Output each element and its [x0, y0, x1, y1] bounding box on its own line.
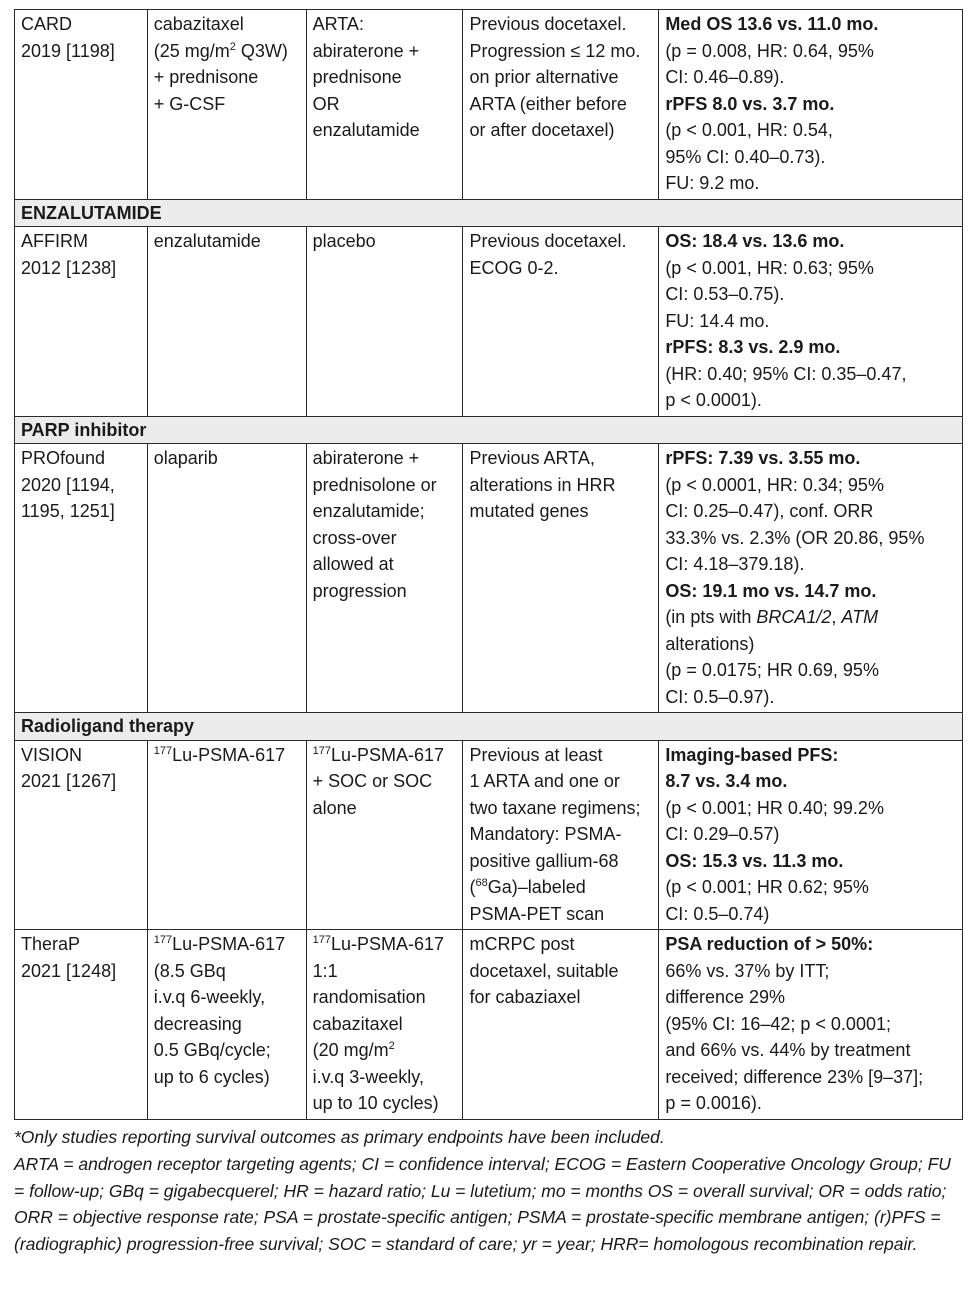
cell-line: FU: 14.4 mo.	[665, 310, 770, 331]
comparison-cell	[306, 10, 463, 200]
cell-line: (p < 0.001, HR: 0.54,	[665, 120, 833, 140]
cell-line: ARTA (either before	[469, 93, 627, 114]
study-cell	[15, 227, 148, 417]
cell-line: alone	[312, 797, 357, 818]
cell-line: Previous docetaxel.	[469, 231, 627, 251]
cell-line: i.v.q 3-weekly,	[312, 1066, 424, 1087]
cell-line: alterations)	[665, 633, 755, 654]
cell-line: + G-CSF	[153, 93, 226, 114]
trial-row	[15, 740, 963, 930]
cell-line: (20 $mg/m^2$	[312, 1040, 395, 1060]
cell-line: OS: 18.4 vs. 13.6 mo.	[665, 231, 845, 251]
cell-line: abiraterone +	[312, 448, 420, 468]
cell-line: difference 29%	[665, 987, 786, 1007]
section-header: ENZALUTAMIDE	[15, 199, 963, 227]
cell-line: mCRPC post	[469, 934, 575, 954]
intervention-cell	[147, 444, 306, 713]
cell-line: CI: 0.25–0.47), conf. ORR	[665, 501, 874, 521]
cell-line: abiraterone +	[312, 40, 420, 61]
cell-line: TheraP	[21, 934, 81, 954]
outcome-cell	[659, 444, 963, 713]
cell-line: ECOG 0-2.	[469, 257, 559, 278]
cell-line: + SOC or SOC	[312, 771, 433, 791]
cell-line: Previous at least	[469, 744, 603, 765]
study-cell	[15, 10, 148, 200]
cell-line: allowed at	[312, 554, 394, 574]
population-cell	[463, 740, 659, 930]
cell-line: cross-over	[312, 527, 397, 548]
cell-line: CI: 0.29–0.57)	[665, 824, 780, 844]
outcome-cell	[659, 740, 963, 930]
trials-table	[14, 9, 963, 1120]
study-cell	[15, 444, 148, 713]
cell-line: CARD	[21, 14, 73, 34]
cell-line: PSMA-PET scan	[469, 903, 605, 924]
cell-line: OS: 15.3 vs. 11.3 mo.	[665, 850, 844, 871]
italic-gene: ATM	[841, 607, 879, 627]
outcome-cell	[659, 10, 963, 200]
cell-line: Mandatory: PSMA-	[469, 824, 622, 844]
cell-line: (p < 0.001; HR 0.40; 99.2%	[665, 797, 884, 818]
cell-line: 95% CI: 0.40–0.73).	[665, 146, 826, 167]
cell-line: (HR: 0.40; 95% CI: 0.35–0.47,	[665, 363, 907, 384]
cell-line: up to 6 cycles)	[153, 1066, 270, 1087]
cell-line: + prednisone	[153, 67, 259, 87]
cell-line: positive gallium-68	[469, 850, 619, 871]
cell-line: rPFS: 8.3 vs. 2.9 mo.	[665, 337, 841, 357]
outcome-cell	[659, 227, 963, 417]
cell-line: progression	[312, 580, 407, 601]
comparison-cell	[306, 227, 463, 417]
cell-line: CI: 0.46–0.89).	[665, 67, 785, 87]
cell-line: Previous docetaxel.	[469, 14, 627, 34]
cell-line: rPFS 8.0 vs. 3.7 mo.	[665, 93, 835, 114]
superscript: 2	[388, 1040, 395, 1052]
footnote-primary-endpoints: *Only studies reporting survival outcomes as primary endpoints have been included.	[14, 1127, 665, 1147]
superscript: 68	[475, 877, 488, 889]
cell-line: decreasing	[153, 1013, 242, 1034]
cell-line: (p < 0.0001, HR: 0.34; 95%	[665, 474, 884, 495]
cell-line: CI: 0.5–0.74)	[665, 903, 770, 924]
cell-line: $^{177}$Lu-PSMA-617	[312, 744, 445, 765]
cell-line: $^{177}$Lu-PSMA-617	[312, 934, 445, 954]
superscript: 177	[153, 744, 173, 757]
footnote-abbreviations: ARTA = androgen receptor targeting agents; CI = confidence interval; ECOG = Eastern Cooperative Oncology Group; FU = follow-up; GBq = gigabecquerel; HR = hazard ratio; Lu = lutetium; mo = months OS = overall survival; OR = odds ratio; ORR = objective response rate; PSA = prostate-specific antigen; PSMA = prostate-specific membrane antigen; (r)PFS = (radiographic) progression-free survival; SOC = standard of care; yr = year; HRR= homologous recombination repair.	[14, 1153, 951, 1255]
outcome-cell	[659, 930, 963, 1120]
cell-line: prednisone	[312, 67, 402, 87]
cell-line: ($^{68}$Ga)–labeled	[469, 877, 586, 897]
intervention-cell	[147, 227, 306, 417]
cell-line: $^{177}$Lu-PSMA-617	[153, 934, 286, 954]
trial-row	[15, 930, 963, 1120]
population-cell	[463, 930, 659, 1120]
cell-line: (in pts with BRCA1/2, ATM	[665, 607, 879, 627]
cell-line: CI: 0.53–0.75).	[665, 284, 785, 304]
cell-line: randomisation	[312, 987, 426, 1007]
cell-line: 1 ARTA and one or	[469, 771, 620, 791]
cell-line: mutated genes	[469, 501, 589, 521]
cell-line: AFFIRM	[21, 231, 88, 251]
trial-row	[15, 227, 963, 417]
cell-line: CI: 0.5–0.97).	[665, 686, 775, 707]
table-footnotes	[14, 1124, 964, 1258]
cell-line: CI: 4.18–379.18).	[665, 554, 805, 574]
population-cell	[463, 10, 659, 200]
intervention-cell	[147, 930, 306, 1120]
cell-line: Med OS 13.6 vs. 11.0 mo.	[665, 14, 879, 34]
cell-line: cabazitaxel	[153, 14, 244, 34]
cell-line: p < 0.0001).	[665, 390, 762, 410]
cell-line: ARTA:	[312, 14, 364, 34]
trials-table-body	[15, 10, 963, 1120]
trial-row	[15, 444, 963, 713]
cell-line: on prior alternative	[469, 67, 619, 87]
cell-line: 8.7 vs. 3.4 mo.	[665, 771, 788, 791]
trial-row	[15, 10, 963, 200]
section-header: PARP inhibitor	[15, 416, 963, 444]
cell-line: FU: 9.2 mo.	[665, 173, 760, 193]
population-cell	[463, 227, 659, 417]
cell-line: or after docetaxel)	[469, 120, 615, 140]
cell-line: PROfound	[21, 448, 106, 468]
cell-line: (p < 0.001; HR 0.62; 95%	[665, 877, 869, 897]
cell-line: (25 $mg/m^2$ Q3W)	[153, 40, 288, 61]
cell-line: $^{177}$Lu-PSMA-617	[153, 744, 286, 765]
cell-line: 2021 [1248]	[21, 960, 117, 981]
population-cell	[463, 444, 659, 713]
section-header-row	[15, 713, 963, 741]
cell-line: two taxane regimens;	[469, 797, 641, 818]
superscript: 177	[312, 744, 331, 757]
cell-line: alterations in HRR	[469, 474, 616, 495]
cell-line: i.v.q 6-weekly,	[153, 987, 266, 1007]
section-header: Radioligand therapy	[15, 713, 963, 741]
cell-line: p = 0.0016).	[665, 1093, 762, 1113]
cell-line: 2012 [1238]	[21, 257, 117, 278]
comparison-cell	[306, 930, 463, 1120]
cell-line: 0.5 GBq/cycle;	[153, 1040, 271, 1060]
cell-line: received; difference 23% [9–37];	[665, 1066, 924, 1087]
comparison-cell	[306, 740, 463, 930]
cell-line: 1195, 1251]	[21, 501, 115, 521]
cell-line: olaparib	[153, 448, 218, 468]
italic-gene: BRCA1/2	[756, 607, 832, 627]
cell-line: PSA reduction of > 50%:	[665, 934, 874, 954]
cell-line: (p < 0.001, HR: 0.63; 95%	[665, 257, 874, 278]
cell-line: 2021 [1267]	[21, 771, 117, 791]
cell-line: (8.5 GBq	[153, 960, 226, 981]
cell-line: enzalutamide	[312, 120, 420, 140]
cell-line: OR	[312, 93, 340, 114]
cell-line: placebo	[312, 231, 376, 251]
cell-line: enzalutamide	[153, 231, 261, 251]
cell-line: (p = 0.008, HR: 0.64, 95%	[665, 40, 874, 61]
cell-line: Progression ≤ 12 mo.	[469, 40, 641, 61]
cell-line: (p = 0.0175; HR 0.69, 95%	[665, 660, 879, 680]
cell-line: docetaxel, suitable	[469, 960, 619, 981]
cell-line: enzalutamide;	[312, 501, 425, 521]
intervention-cell	[147, 740, 306, 930]
cell-line: prednisolone or	[312, 474, 437, 495]
cell-line: 1:1	[312, 960, 338, 981]
cell-line: 2019 [1198]	[21, 40, 115, 61]
cell-line: (95% CI: 16–42; p < 0.0001;	[665, 1013, 891, 1034]
cell-line: 66% vs. 37% by ITT;	[665, 960, 830, 981]
study-cell	[15, 740, 148, 930]
cell-line: Previous ARTA,	[469, 448, 595, 468]
superscript: 2	[229, 40, 236, 53]
cell-line: OS: 19.1 mo vs. 14.7 mo.	[665, 580, 877, 601]
cell-line: 33.3% vs. 2.3% (OR 20.86, 95%	[665, 527, 925, 548]
cell-line: Imaging-based PFS:	[665, 744, 839, 765]
cell-line: rPFS: 7.39 vs. 3.55 mo.	[665, 448, 861, 468]
intervention-cell	[147, 10, 306, 200]
study-cell	[15, 930, 148, 1120]
superscript: 177	[153, 934, 173, 946]
cell-line: up to 10 cycles)	[312, 1093, 439, 1113]
comparison-cell	[306, 444, 463, 713]
cell-line: for cabaziaxel	[469, 987, 581, 1007]
cell-line: 2020 [1194,	[21, 474, 115, 495]
cell-line: cabazitaxel	[312, 1013, 403, 1034]
cell-line: and 66% vs. 44% by treatment	[665, 1040, 911, 1060]
section-header-row	[15, 416, 963, 444]
superscript: 177	[312, 934, 331, 946]
cell-line: VISION	[21, 744, 83, 765]
section-header-row	[15, 199, 963, 227]
